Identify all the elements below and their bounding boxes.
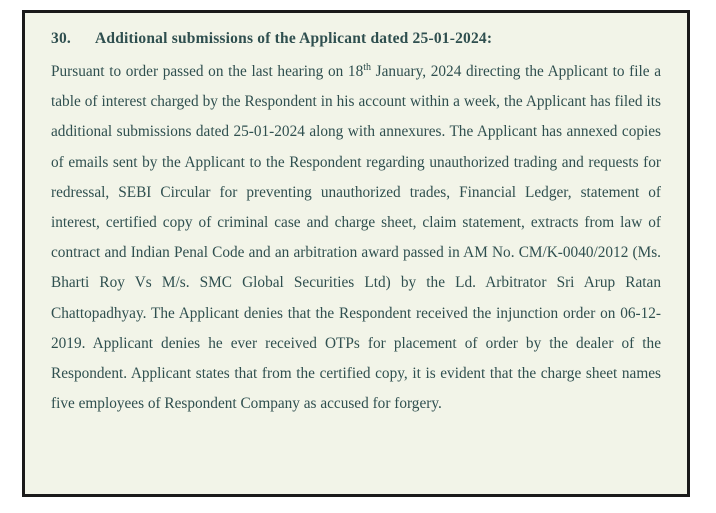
- document-page: [22, 10, 690, 497]
- clause-heading: [51, 30, 661, 48]
- clause-paragraph: [51, 57, 661, 419]
- clause-heading-text: Additional submissions of the Applicant dated 25-01-2024:: [95, 30, 493, 47]
- paragraph-segment-1: Pursuant to order passed on the last hearing on 18: [51, 63, 364, 80]
- document-body: [25, 13, 687, 429]
- clause-number: 30.: [51, 30, 71, 47]
- ordinal-suffix: th: [363, 61, 372, 73]
- paragraph-segment-2: January, 2024 directing the Applicant to file a table of interest charged by the Respondent in his account within a week, the Applicant has filed its additional submissions dated 25-01-2024 along with annexures. The Applicant has annexed copies of emails sent by the Applicant to the Respondent regarding unauthorized trading and requests for redressal, SEBI Circular for preventing unauthorized trades, Financial Ledger, statement of interest, certified copy of criminal case and charge sheet, claim statement, extracts from law of contract and Indian Penal Code and an arbitration award passed in AM No. CM/K-0040/2012 (Ms. Bharti Roy Vs M/s. SMC Global Securities Ltd) by the Ld. Arbitrator Sri Arup Ratan Chattopadhyay. The Applicant denies that the Respondent received the injunction order on 06-12-2019. Applicant denies he ever received OTPs for placement of order by the dealer of the Respondent. Applicant states that from the certified copy, it is evident that the charge sheet names five employees of Respondent Company as accused for forgery.: [51, 63, 661, 413]
